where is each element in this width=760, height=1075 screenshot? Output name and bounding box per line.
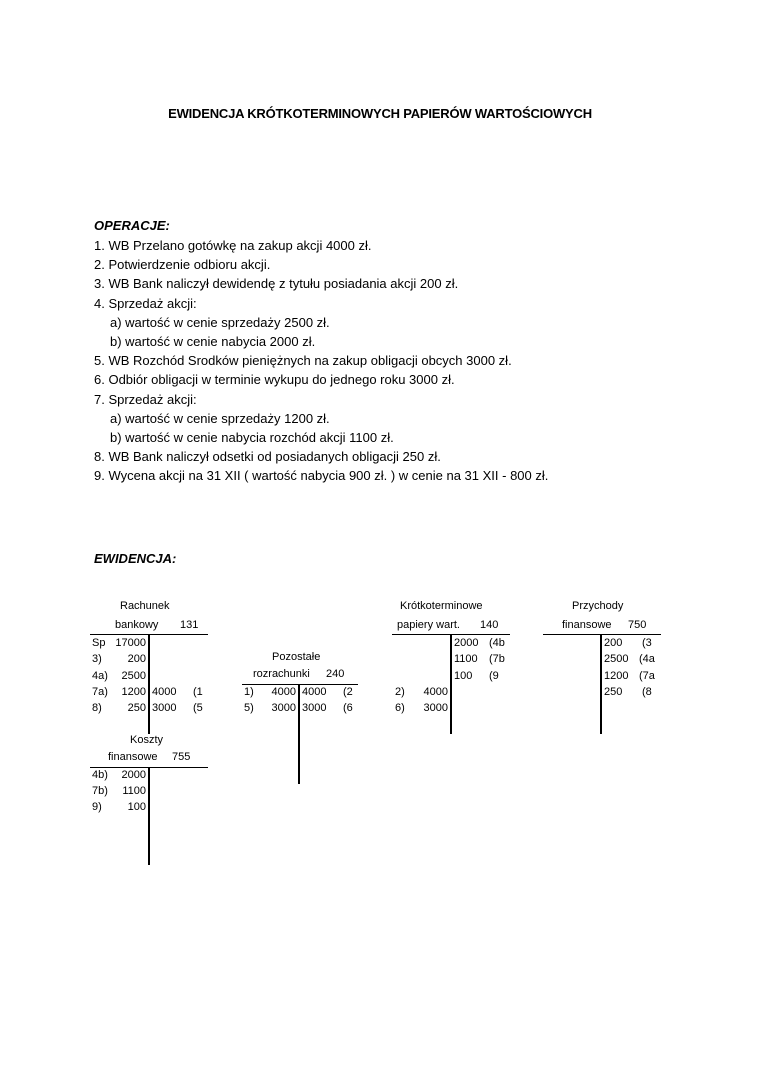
debit-amount: 100 (127, 801, 146, 813)
debit-amount: 17000 (115, 637, 146, 649)
credit-ref: (6 (343, 702, 353, 714)
debit-label: 4a) (92, 670, 108, 682)
debit-amount: 3000 (423, 702, 448, 714)
account-number: 750 (628, 619, 647, 631)
debit-label: 3) (92, 653, 102, 665)
account-name: Koszty (130, 734, 164, 746)
operation-subitem: a) wartość w cenie sprzedaży 1200 zł. (110, 410, 330, 426)
evidence-heading: EWIDENCJA: (94, 551, 177, 566)
credit-ref: (7a (639, 670, 655, 682)
operation-item: 3. WB Bank naliczył dewidendę z tytułu posiadania akcji 200 zł. (94, 276, 459, 292)
account-name: bankowy (115, 619, 159, 631)
operation-item: 4. Sprzedaż akcji: (94, 295, 197, 311)
credit-ref: (3 (642, 637, 652, 649)
operation-item: 6. Odbiór obligacji w terminie wykupu do jednego roku 3000 zł. (94, 372, 455, 388)
credit-amount: 3000 (302, 702, 327, 714)
account-number: 755 (172, 751, 191, 763)
debit-label: 1) (244, 686, 254, 698)
operation-item: 1. WB Przelano gotówkę na zakup akcji 4000 zł. (94, 238, 372, 253)
credit-ref: (8 (642, 686, 652, 698)
credit-amount: 250 (604, 686, 623, 698)
t-account-center-line (148, 634, 150, 734)
credit-ref: (9 (489, 670, 499, 682)
operation-item: 9. Wycena akcji na 31 XII ( wartość nabycia 900 zł. ) w cenie na 31 XII - 800 zł. (94, 468, 549, 484)
operations-heading: OPERACJE: (94, 218, 170, 233)
credit-ref: (5 (193, 702, 203, 714)
operation-subitem: b) wartość w cenie nabycia rozchód akcji 1100 zł. (110, 430, 394, 446)
debit-label: 7b) (92, 785, 108, 797)
debit-amount: 200 (127, 653, 146, 665)
credit-amount: 1100 (454, 653, 478, 665)
credit-ref: (1 (193, 686, 203, 698)
operation-item: 5. WB Rozchód Srodków pieniężnych na zakup obligacji obcych 3000 zł. (94, 353, 512, 369)
debit-label: 2) (395, 686, 405, 698)
credit-amount: 2500 (604, 653, 629, 665)
debit-amount: 250 (127, 702, 146, 714)
debit-label: 8) (92, 702, 102, 714)
account-name: Rachunek (120, 600, 170, 612)
debit-label: Sp (92, 637, 106, 649)
operation-subitem: b) wartość w cenie nabycia 2000 zł. (110, 334, 316, 350)
account-name: finansowe (108, 751, 158, 763)
debit-label: 7a) (92, 686, 108, 698)
credit-ref: (7b (489, 653, 505, 665)
operation-subitem: a) wartość w cenie sprzedaży 2500 zł. (110, 314, 330, 330)
t-account-center-line (600, 634, 602, 734)
debit-label: 4b) (92, 769, 108, 781)
credit-amount: 4000 (152, 686, 177, 698)
debit-amount: 2500 (121, 670, 146, 682)
operations-list (94, 236, 548, 486)
account-name: Przychody (572, 600, 624, 612)
debit-amount: 2000 (121, 769, 146, 781)
credit-ref: (2 (343, 686, 353, 698)
operation-item: 2. Potwierdzenie odbioru akcji. (94, 257, 271, 273)
debit-amount: 1100 (122, 785, 146, 797)
credit-amount: 200 (604, 637, 623, 649)
account-name: rozrachunki (253, 668, 310, 680)
debit-amount: 1200 (121, 686, 146, 698)
operation-item: 8. WB Bank naliczył odsetki od posiadanych obligacji 250 zł. (94, 449, 441, 465)
credit-amount: 1200 (604, 670, 629, 682)
debit-amount: 4000 (271, 686, 296, 698)
debit-label: 6) (395, 702, 405, 714)
operation-item: 7. Sprzedaż akcji: (94, 391, 197, 407)
account-name: Pozostałe (272, 651, 321, 663)
account-number: 240 (326, 668, 345, 680)
credit-amount: 4000 (302, 686, 327, 698)
account-number: 131 (180, 619, 199, 631)
debit-label: 5) (244, 702, 254, 714)
account-number: 140 (480, 619, 499, 631)
credit-ref: (4b (489, 637, 505, 649)
page-title: EWIDENCJA KRÓTKOTERMINOWYCH PAPIERÓW WARTOŚCIOWYCH (168, 106, 592, 121)
t-account-center-line (450, 634, 452, 734)
credit-amount: 3000 (152, 702, 177, 714)
t-account-center-line (298, 684, 300, 784)
account-name: Krótkoterminowe (400, 600, 483, 612)
account-name: finansowe (562, 619, 612, 631)
t-account-center-line (148, 767, 150, 865)
credit-ref: (4a (639, 653, 655, 665)
credit-amount: 100 (454, 670, 473, 682)
debit-label: 9) (92, 801, 102, 813)
debit-amount: 4000 (423, 686, 448, 698)
account-name: papiery wart. (397, 619, 460, 631)
debit-amount: 3000 (271, 702, 296, 714)
credit-amount: 2000 (454, 637, 479, 649)
